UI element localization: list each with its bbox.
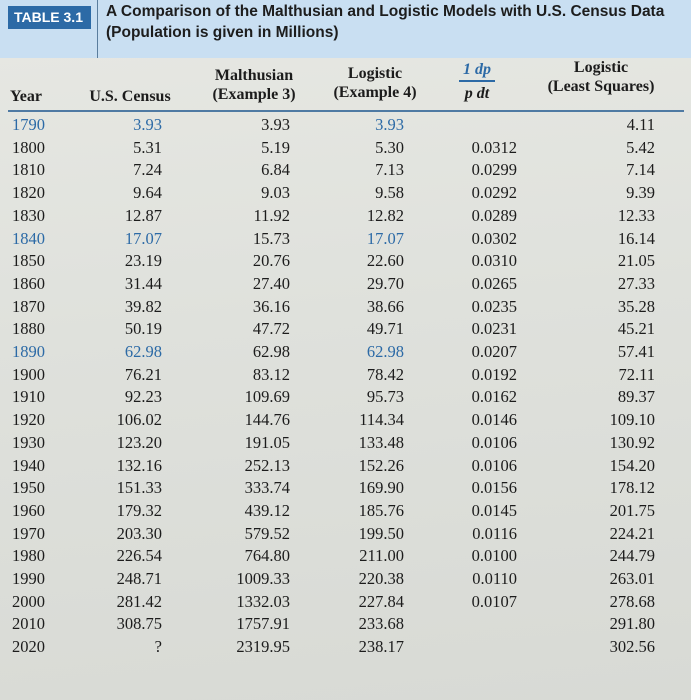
col-header-ls-line1: Logistic [573,59,629,76]
table-row [0,228,691,250]
year-cell: 1920 [12,410,45,430]
least-squares-cell: 263.01 [609,569,655,588]
year-cell: 1950 [12,478,45,498]
table-row [0,568,691,590]
malthusian-cell: 333.74 [244,478,290,498]
least-squares-cell: 109.10 [609,410,655,430]
growth-rate-cell: 0.0292 [471,183,517,203]
census-cell: 123.20 [116,432,162,452]
logistic-cell: 7.13 [375,160,404,180]
malthusian-cell: 6.84 [261,160,290,180]
census-cell: 12.87 [124,205,162,225]
census-cell: 23.19 [124,251,162,271]
table-row [0,364,691,386]
logistic-cell: 49.71 [366,319,404,339]
census-cell: 17.07 [124,228,162,248]
year-cell: 1790 [12,115,45,134]
logistic-cell: 227.84 [358,591,404,611]
year-cell: 2010 [12,614,45,634]
header-divider [97,0,98,58]
malthusian-cell: 11.92 [253,205,290,225]
malthusian-cell: 191.05 [244,432,290,452]
logistic-cell: 169.90 [358,478,404,498]
census-cell: 248.71 [116,569,162,588]
census-cell: 62.98 [124,342,162,361]
table-row [0,182,691,204]
least-squares-cell: 57.41 [617,342,655,361]
growth-rate-cell: 0.0207 [471,342,517,361]
census-cell: 308.75 [116,614,162,634]
year-cell: 2020 [12,637,45,657]
logistic-cell: 233.68 [358,614,404,634]
logistic-cell: 95.73 [366,387,404,407]
growth-rate-cell: 0.0265 [471,273,517,293]
col-header-malthusian-line2: (Example 3) [212,86,296,103]
least-squares-cell: 45.21 [617,319,655,339]
census-cell: 76.21 [124,364,162,384]
least-squares-cell: 224.21 [609,523,655,543]
growth-rate-cell: 0.0106 [471,455,517,475]
table-row [0,409,691,431]
census-cell: 281.42 [116,591,162,611]
table-row [0,273,691,295]
least-squares-cell: 5.42 [626,137,655,157]
logistic-cell: 114.34 [359,410,404,430]
year-cell: 1870 [12,296,45,316]
least-squares-cell: 72.11 [618,364,655,384]
table-row [0,205,691,227]
col-header-growth-rate [445,60,509,103]
growth-rate-cell: 0.0192 [471,364,517,384]
logistic-cell: 22.60 [366,251,404,271]
logistic-cell: 238.17 [358,637,404,657]
logistic-cell: 29.70 [366,273,404,293]
least-squares-cell: 7.14 [626,160,655,180]
year-cell: 1900 [12,364,45,384]
least-squares-cell: 130.92 [609,432,655,452]
col-header-logistic-line1: Logistic [347,65,403,82]
table-row [0,500,691,522]
malthusian-cell: 252.13 [244,455,290,475]
table-row [0,613,691,635]
year-cell: 1990 [12,569,45,588]
col-header-malthusian-line1: Malthusian [214,67,294,84]
census-cell: 5.31 [133,137,162,157]
malthusian-cell: 109.69 [244,387,290,407]
logistic-cell: 3.93 [375,115,404,134]
logistic-cell: 9.58 [375,183,404,203]
malthusian-cell: 2319.95 [236,637,290,657]
col-header-logistic-line2: (Example 4) [333,84,417,101]
table-header-band [0,0,691,58]
table-label: TABLE 3.1 [8,6,91,29]
year-cell: 1830 [12,205,45,225]
col-header-logistic [325,64,425,102]
year-cell: 1970 [12,523,45,543]
logistic-cell: 185.76 [358,500,404,520]
year-cell: 1890 [12,342,45,361]
malthusian-cell: 579.52 [244,523,290,543]
growth-rate-cell: 0.0107 [471,591,517,611]
census-cell: 151.33 [116,478,162,498]
least-squares-cell: 154.20 [609,455,655,475]
least-squares-cell: 9.39 [626,183,655,203]
table-row [0,114,691,136]
malthusian-cell: 439.12 [244,500,290,520]
least-squares-cell: 178.12 [609,478,655,498]
malthusian-cell: 20.76 [252,251,290,271]
census-cell: 39.82 [124,296,162,316]
logistic-cell: 199.50 [358,523,404,543]
growth-rate-cell: 0.0162 [471,387,517,407]
table-row [0,636,691,658]
growth-rate-cell: 0.0312 [471,137,517,157]
year-cell: 1810 [12,160,45,180]
malthusian-cell: 144.76 [244,410,290,430]
least-squares-cell: 244.79 [609,546,655,566]
least-squares-cell: 27.33 [617,273,655,293]
table-row [0,386,691,408]
growth-rate-cell: 0.0145 [471,500,517,520]
table-row [0,159,691,181]
logistic-cell: 133.48 [358,432,404,452]
growth-rate-cell: 0.0289 [471,205,517,225]
logistic-cell: 62.98 [366,342,404,361]
table-row [0,250,691,272]
year-cell: 1860 [12,273,45,293]
year-cell: 1930 [12,432,45,452]
table-row [0,341,691,363]
year-cell: 1980 [12,546,45,566]
growth-rate-cell: 0.0310 [471,251,517,271]
growth-rate-cell: 0.0110 [472,569,517,588]
census-cell: 50.19 [124,319,162,339]
growth-rate-cell: 0.0106 [471,432,517,452]
growth-rate-cell: 0.0299 [471,160,517,180]
census-cell: 7.24 [133,160,162,180]
logistic-cell: 78.42 [366,364,404,384]
census-cell: 31.44 [124,273,162,293]
header-rule [8,110,684,112]
malthusian-cell: 1009.33 [236,569,290,588]
least-squares-cell: 89.37 [617,387,655,407]
growth-rate-cell: 0.0146 [471,410,517,430]
malthusian-cell: 764.80 [244,546,290,566]
least-squares-cell: 16.14 [617,228,655,248]
logistic-cell: 211.00 [359,546,404,566]
logistic-cell: 220.38 [358,569,404,588]
col-header-least-squares [538,58,664,96]
year-cell: 2000 [12,591,45,611]
census-cell: 9.64 [133,183,162,203]
year-cell: 1940 [12,455,45,475]
least-squares-cell: 4.11 [626,115,655,134]
col-header-census: U.S. Census [89,88,171,105]
year-cell: 1960 [12,500,45,520]
year-cell: 1820 [12,183,45,203]
table-row [0,545,691,567]
census-cell: 203.30 [116,523,162,543]
malthusian-cell: 9.03 [261,183,290,203]
logistic-cell: 152.26 [358,455,404,475]
census-cell: 226.54 [116,546,162,566]
malthusian-cell: 47.72 [252,319,290,339]
least-squares-cell: 12.33 [617,205,655,225]
growth-rate-cell: 0.0156 [471,478,517,498]
census-cell: 132.16 [116,455,162,475]
logistic-cell: 5.30 [375,137,404,157]
least-squares-cell: 291.80 [609,614,655,634]
table-row [0,137,691,159]
malthusian-cell: 83.12 [252,364,290,384]
table-row [0,523,691,545]
malthusian-cell: 36.16 [252,296,290,316]
table-row [0,296,691,318]
growth-rate-cell: 0.0231 [471,319,517,339]
malthusian-cell: 1757.91 [236,614,290,634]
malthusian-cell: 5.19 [261,137,290,157]
table-title: A Comparison of the Malthusian and Logistic Models with U.S. Census Data (Population is given in Millions) [106,3,665,41]
table-row [0,477,691,499]
logistic-cell: 38.66 [366,296,404,316]
census-cell: ? [154,637,162,657]
census-cell: 106.02 [116,410,162,430]
logistic-cell: 12.82 [366,205,404,225]
growth-rate-numerator: 1 dp [463,61,491,78]
col-header-malthusian [200,66,308,104]
logistic-cell: 17.07 [366,228,404,248]
census-cell: 92.23 [124,387,162,407]
least-squares-cell: 201.75 [609,500,655,520]
table-row [0,591,691,613]
table-row [0,318,691,340]
year-cell: 1800 [12,137,45,157]
table-row [0,432,691,454]
census-cell: 3.93 [133,115,162,134]
malthusian-cell: 1332.03 [236,591,290,611]
year-cell: 1880 [12,319,45,339]
growth-rate-cell: 0.0302 [471,228,517,248]
year-cell: 1840 [12,228,45,248]
table-row [0,455,691,477]
year-cell: 1850 [12,251,45,271]
growth-rate-cell: 0.0116 [472,523,517,543]
least-squares-cell: 21.05 [617,251,655,271]
malthusian-cell: 27.40 [252,273,290,293]
malthusian-cell: 3.93 [261,115,290,134]
least-squares-cell: 302.56 [609,637,655,657]
least-squares-cell: 278.68 [609,591,655,611]
census-cell: 179.32 [116,500,162,520]
least-squares-cell: 35.28 [617,296,655,316]
growth-rate-denominator: p dt [464,84,490,102]
malthusian-cell: 15.73 [252,228,290,248]
malthusian-cell: 62.98 [252,342,290,361]
year-cell: 1910 [12,387,45,407]
fraction-bar [459,80,495,82]
col-header-year: Year [10,88,42,105]
growth-rate-cell: 0.0235 [471,296,517,316]
col-header-ls-line2: (Least Squares) [547,78,655,95]
growth-rate-cell: 0.0100 [471,546,517,566]
